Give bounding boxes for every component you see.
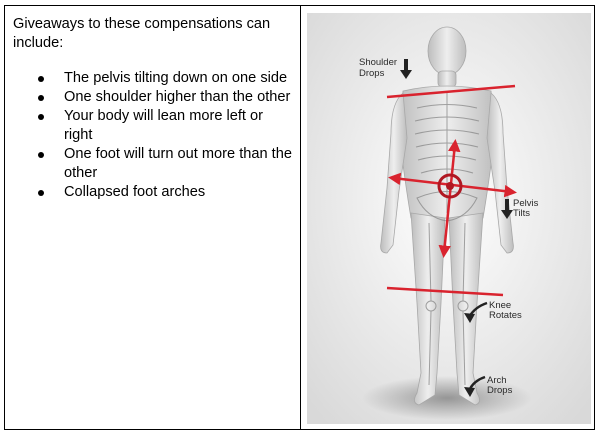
image-cell (301, 6, 594, 429)
list-item: Collapsed foot arches (37, 183, 292, 202)
list-item: One shoulder higher than the other (37, 88, 292, 107)
list-item: The pelvis tilting down on one side (37, 69, 292, 88)
text-cell (5, 6, 301, 429)
skeleton-illustration (307, 13, 591, 424)
shoulder-label-line1: Shoulder (359, 57, 398, 68)
shoulder-label-line2: Drops (359, 68, 385, 79)
knee-label-line1: Knee (489, 300, 512, 311)
pelvis-label-line2: Tilts (513, 208, 531, 219)
compensation-table (4, 5, 595, 430)
arch-label-line1: Arch (487, 375, 507, 386)
intro-text: Giveaways to these compensations can include: (13, 16, 271, 51)
list-item: Your body will lean more left or right (37, 107, 292, 145)
pelvis-label-line1: Pelvis (513, 198, 539, 209)
arch-label-line2: Drops (487, 385, 513, 396)
knee-label-line2: Rotates (489, 310, 522, 321)
list-item: One foot will turn out more than the other (37, 145, 292, 183)
giveaway-list (13, 69, 292, 202)
